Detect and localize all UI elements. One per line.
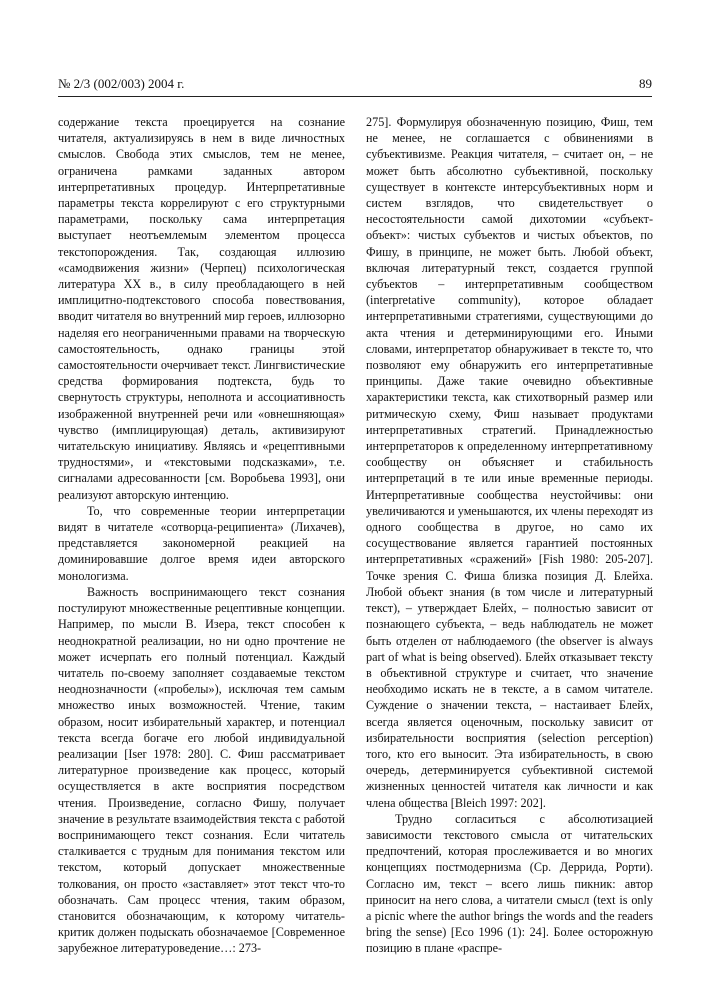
page-number: 89 <box>639 76 652 91</box>
paragraph: То, что современные теории интерпретации видят в читателе «сотворца-реципиента» (Лихачев), представляется закономерной реакцией на доминировавшие долгое время идеи авторского монологизма. <box>58 503 345 583</box>
right-column <box>366 114 653 957</box>
paragraph: 275]. Формулируя обозначенную позицию, Фиш, тем не менее, не соглашается с обвинениями в субъективизме. Реакция читателя, – считает он, – не может быть абсолютно субъективной, поскольку существует в контексте интерсубъективных норм и систем взглядов, что свидетельствует о несостоятельности самой дихотомии «субъект-объект»: чистых субъектов и чистых объектов, по Фишу, в принципе, не может быть. Любой объект, включая литературный текст, создается группой субъектов – интерпретативным сообществом (interpretative community), которое обладает интерпретативными стратегиями, существующими до акта чтения и детерминирующими его. Иными словами, интерпретатор обнаруживает в тексте то, что позволяют ему обнаружить его интерпретативные принципы. Даже такие очевидно объективные характеристики текста, как стихотворный размер или ритмическую схему, Фиш называет продуктами интерпретативных стратегий. Принадлежностью интерпретаторов к определенному интерпретативному сообществу он объясняет и стабильность интерпретаций в те или иные временные периоды. Интерпретативные сообщества неустойчивы: они увеличиваются и уменьшаются, их члены переходят из одного сообщества в другое, но само их сосуществование является гарантией постоянных интерпретативных «сражений» [Fish 1980: 205-207]. Точке зрения С. Фиша близка позиция Д. Блейха. Любой объект знания (в том числе и литературный текст), – утверждает Блейх, – полностью зависит от познающего субъекта, – ведь наблюдатель не может быть отделен от наблюдаемого (the observer is always part of what is being observed). Блейх отказывает тексту в объективной структуре и считает, что значение необходимо искать не в тексте, а в самом читателе. Суждение о значении текста, – настаивает Блейх, всегда является оценочным, поскольку зависит от избирательности восприятия (selection perception) того, кто его выносит. Эта избирательность, в свою очередь, детерминируется субъективной системой жизненных ценностей читателя как личности и как члена общества [Bleich 1997: 202]. <box>366 115 653 810</box>
journal-issue: № 2/3 (002/003) 2004 г. <box>58 76 185 91</box>
paragraph: Трудно согласиться с абсолютизацией зависимости текстового смысла от читательских предпочтений, которая прослеживается и во многих концепциях постмодернизма (Ср. Деррида, Рорти). Согласно им, текст – всего лишь пикник: автор приносит на него слова, а читатели смысл (text is only a picnic where the author brings the words and the readers bring the sense) [Eco 1996 (1): 24]. Более осторожную позицию в плане «распре- <box>366 811 653 956</box>
paragraph: содержание текста проецируется на сознание читателя, актуализируясь в нем в виде личностных смыслов. Свобода этих смыслов, тем не менее, ограничена рамками заданных автором интерпретативных процедур. Интерпретативные параметры текста коррелируют с его структурными параметрами, поскольку сама интерпретация выступает неотъемлемым элементом процесса текстопорождения. Так, создающая иллюзию «самодвижения жизни» (Черпец) психологическая литература XX в., в силу преобладающего в ней имплицитно-подтекстового способа повествования, вводит читателя во внутренний мир героев, иллюзорно наделяя его неограниченными правами на творческую самостоятельность, однако границы этой самостоятельности очерчивает текст. Лингвистические средства формирования подтекста, будь то свернутость структуры, неполнота и ассоциативность изображенной внутренней речи или «овнешняющая» чувство (имплицирующая) деталь, активизируют читательскую инициативу. Являясь и «рецептивными трудностями», и «текстовыми подсказками», т.е. сигналами адресованности [см. Воробьева 1993], они реализуют авторскую интенцию. <box>58 115 345 502</box>
paragraph: Важность воспринимающего текст сознания постулируют множественные рецептивные концепции. Например, по мысли В. Изера, текст способен к неоднократной реализации, но ни одно прочтение не может исчерпать его полный потенциал. Каждый читатель по-своему заполняет создаваемые текстом неоднозначности («пробелы»), исключая тем самым множество иных возможностей. Чтение, таким образом, носит избирательный характер, и потенциал текста всегда богаче его любой индивидуальной реализации [Iser 1978: 280]. С. Фиш рассматривает литературное произведение как процесс, который осуществляется в акте восприятия посредством чтения. Произведение, согласно Фишу, получает значение в результате взаимодействия текста с работой воспринимающего текст сознания. Если читатель сталкивается с трудным для понимания текстом или текстом, который допускает множественные толкования, он просто «заставляет» этот текст что-то обозначать. Сам процесс чтения, таким образом, становится обозначающим, к которому читатель-критик должен подыскать обозначаемое [Современное зарубежное литературоведение…: 273- <box>58 584 345 956</box>
left-column <box>58 114 345 957</box>
header-rule <box>58 96 652 97</box>
